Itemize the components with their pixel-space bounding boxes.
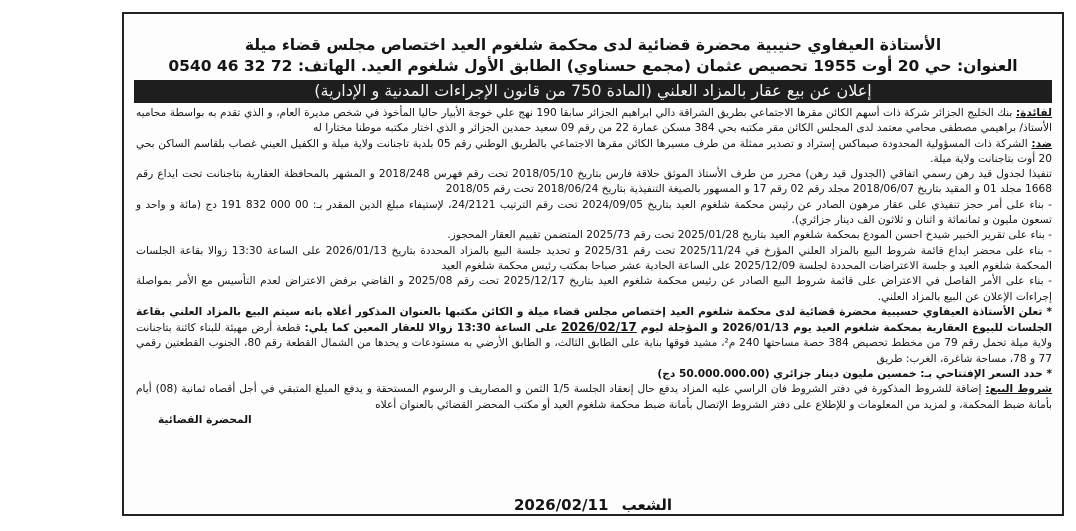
notice-banner: إعلان عن بيع عقار بالمزاد العلني (المادة 750 من قانون الإجراءات المدنية و الإدارية) [134,80,1052,103]
sale-time-text: على الساعة 13:30 زوالا للعقار المعين كما يلي: [304,322,558,335]
sale-conditions-label: شروط البيع: [985,383,1052,396]
conditions-deposit-paragraph: - بناء على محضر ايداع قائمة شروط البيع بالمزاد العلني المؤرخ في 2025/11/24 تحت رقم 2025/31 و تحديد جلسة البيع بالمزاد المحددة بتاريخ 2026/01/13 على الساعة 13:30 زوالا بقاعة الجلسات المحكمة شلغوم العيد و جلسة الاعتراضات المحددة لجلسة 2025/12/09 على الساعة الحادية عشر صباحا بمكتب رئيس محكمة شلغوم العيد [136,244,1052,272]
debtor-label: ضد: [1031,137,1052,150]
bailiff-title: الأستاذة العيفاوي حنيبية محضرة قضائية لدى محكمة شلغوم العيد اختصاص مجلس قضاء ميلة [244,36,942,54]
creditor-paragraph [128,106,1058,137]
objection-order-paragraph: - بناء على الأمر الفاصل في الاعتراض على قائمة شروط البيع الصادر عن رئيس محكمة شلغوم العيد بتاريخ 2025/12/17 تحت رقم 2025/08 و القاضي برفض الاعتراض لعدم التأسيس مع الأمر بمواصلة إجراءات الإعلان عن البيع بالمزاد العلني. [136,275,1053,303]
sale-conditions-text: إضافة للشروط المذكورة في دفتر الشروط فان الراسي عليه المزاد يدفع حال إنعقاد الجلسة 1/5 الثمن و المصاريف و الرسوم المستحقة و يدفع المبلغ المتبقي في أجل أقصاه ثمانية (08) أيام بأمانة ضبط المحكمة، و لمزيد من المعلومات و للإطلاع على دفتر الشروط الإتصال بأمانة ضبط محكمة شلغوم العيد أو مكتب المحضر القضائي بالعنوان أعلاه [136,383,1052,411]
bailiff-signature: المحضرة القضائية [158,413,252,426]
publication-date: 2026/02/11 [513,496,609,514]
expert-report-paragraph: - بناء على تقرير الخبير شيدخ احسن المودع بمحكمة شلغوم العيد بتاريخ 2025/01/28 تحت رقم 2025/73 المتضمن تقييم العقار المحجوز. [447,229,1052,242]
creditor-label: لفائدة: [1015,107,1052,119]
sale-announcement-text: * تعلن الأستاذة العيفاوي حسيبية محضرة قضائية لدى محكمة شلغوم العيد إختصاص مجلس قضاء ميلة و الكائن مكتبها بالعنوان المذكور أعلاه بانه سيتم البيع بالمزاد العلني بقاعة الجلسات للبيوع العقارية بمحكمة شلغوم العيد يوم 2026/01/13 و المؤجلة ليوم [136,305,1053,335]
opening-price: * حدد السعر الإفتتاحي بـ: خمسين مليون دينار جزائري (50.000.000.00 دج) [657,368,1052,381]
mortgage-paragraph: تنفيذا لجدول قيد رهن رسمي اتفاقي (الجدول قيد رهن) محرر من طرف الأستاذ الموثق حلاقة فارس بتاريخ 2018/05/10 تحت رقم فهرس 2018/248 و المشهر بالمحافظة العقارية بتاجنانت تحت ايداع رقم 1668 مجلد 01 و المقيد بتاريخ 2018/06/07 مجلد رقم 02 رقم 17 و المسهور بالصيغة التنفيذية بتاريخ 2018/06/24 تحت رقم 2018/05 [136,168,1052,196]
newspaper-name: الشعب [621,496,673,514]
bailiff-address: العنوان: حي 20 أوت 1955 تحصيص عثمان (مجمع حسناوي) الطابق الأول شلغوم العيد. الهاتف: 72 32 46 0540 [168,57,1018,75]
sale-conditions-paragraph [128,382,1058,413]
creditor-text: بنك الخليج الجزائر شركة ذات أسهم الكائن مقرها الاجتماعي بطريق الشراقة دالي ابراهيم الجزائر سابقا 190 نهج علي خوجة الأبيار حاليا المأخوذ في شخص مديرة العام، و الذي تقدم به بواسطة محاميه الأستاذ/ براهيمي مصطفى محامي معتمد لدى المجلس الكائن مقر مكتبه بحي 384 مسكن عمارة 22 من رقم 09 سعيد حمدين الجزائر و الذي اختار مكتبه موطنا مختارا له [136,107,1052,135]
publication-footer [128,494,1058,516]
property-description: قطعة أرض مهيئة للبناء كائنة بتاجنانت ولاية ميلة تحمل رقم 79 من مخطط تحصيص 384 حصة مساحتها 240 م²، مشيد فوقها بناية على الطابق الثالث، و الطابق الأرضي به مستودعات و يحدها من الشمال القطعة رقم 80، الجنوب القطعتين رقمي 77 و 78، مساحة شاغرة، الغرب: طريق [136,322,1052,365]
debtor-paragraph [128,137,1058,168]
postponed-sale-date: 2026/02/17 [561,320,637,335]
debtor-text: الشركة ذات المسؤولية المحدودة صيماكس إستراد و تصدير ممثلة من طرف مسيرها الكائن مقرها الاجتماعي بالطريق الوطني رقم 05 بلدية تاجنانت ولاية ميلة و الكفيل العيني غصاب بلقاسم الساكن بحي 20 أوت بتاجنانت ولاية ميلة. [136,137,1052,165]
seizure-order-paragraph: - بناء على أمر حجز تنفيذي على عقار مرهون الصادر عن رئيس محكمة شلغوم العيد بتاريخ 2024/09/05 تحت رقم الترتيب 24/2121، لإستيفاء مبلغ الدين المقدر بـ: 00 000 832 191 دج (مائة و واحد و تسعون مليون و ثمانمائة و اثنان و ثلاثون الف دينار جزائري). [136,198,1053,227]
sale-announcement-paragraph [128,305,1058,367]
auction-notice [128,16,1058,486]
